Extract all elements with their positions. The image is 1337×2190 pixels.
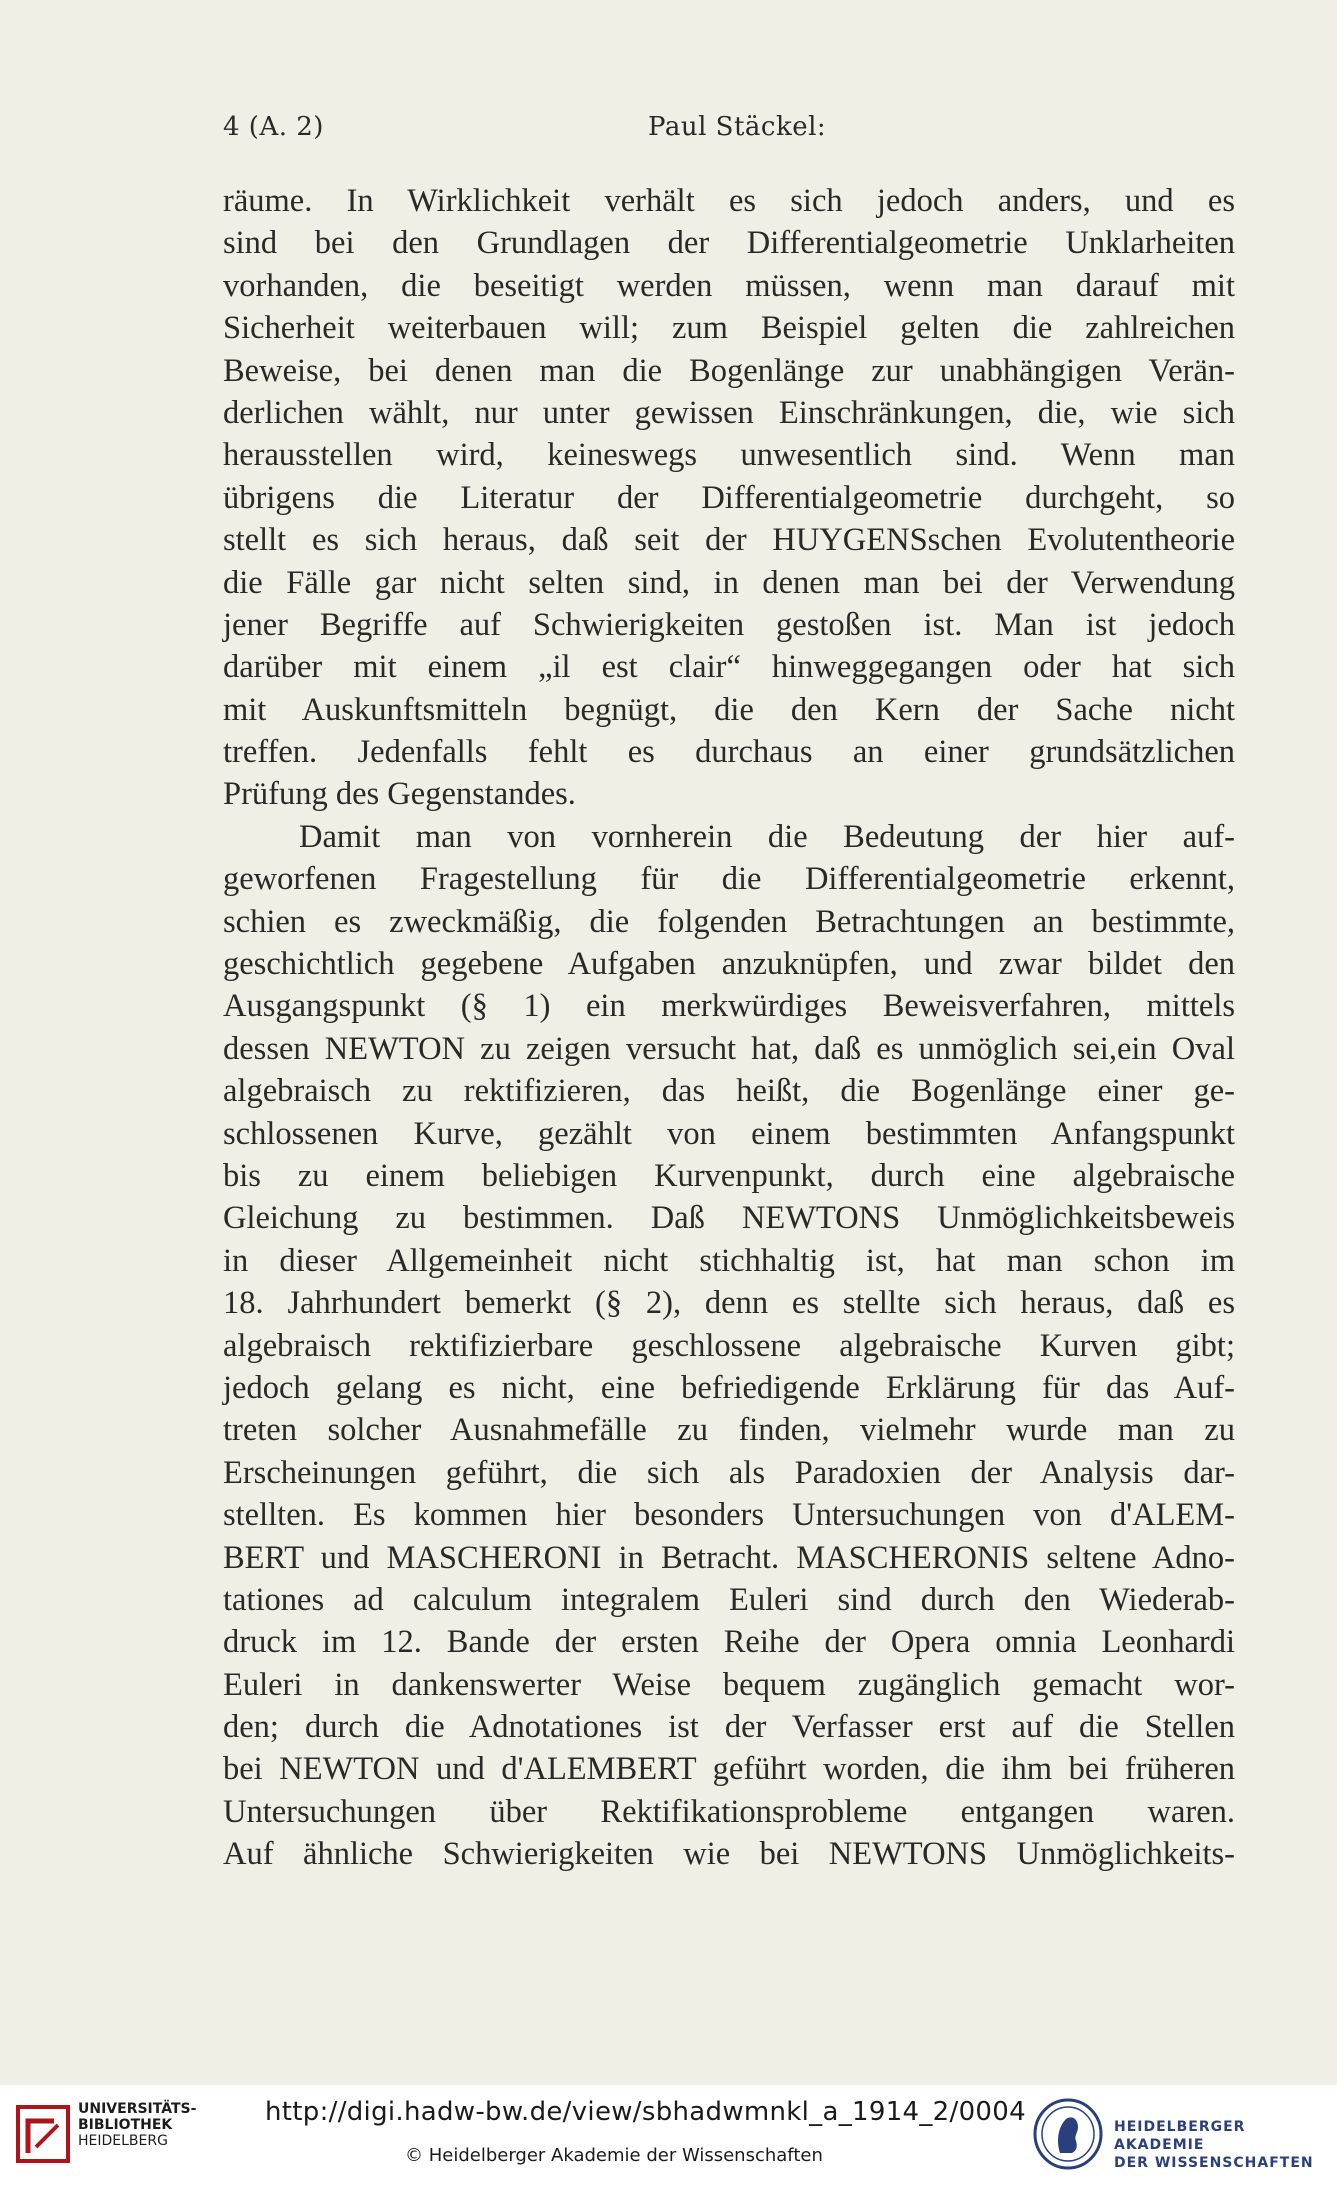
academy-name (1114, 2118, 1337, 2172)
text-line: treffen. Jedenfalls fehlt es durchaus an einer grundsätzlichen (223, 734, 1235, 771)
university-library-logo-icon (14, 2103, 72, 2165)
running-head-author: Paul Stäckel: (648, 112, 827, 142)
academy-name-line: HEIDELBERGER AKADEMIE (1114, 2119, 1246, 2153)
text-line: schien es zweckmäßig, die folgenden Betrachtungen an bestimmte, (223, 903, 1235, 940)
library-name-line: BIBLIOTHEK (78, 2117, 173, 2133)
text-line: Erscheinungen geführt, die sich als Paradoxien der Analysis dar- (223, 1454, 1235, 1491)
text-line: herausstellen wird, keineswegs unwesentlich sind. Wenn man (223, 437, 1235, 474)
page-header (223, 112, 1235, 152)
text-line: dessen NEWTON zu zeigen versucht hat, daß es unmöglich sei,ein Oval (223, 1030, 1235, 1067)
text-line: räume. In Wirklichkeit verhält es sich jedoch anders, und es (223, 183, 1235, 219)
viewer-footer (0, 2085, 1337, 2190)
text-line: 18. Jahrhundert bemerkt (§ 2), denn es stellte sich heraus, daß es (223, 1285, 1235, 1322)
text-line: Sicherheit weiterbauen will; zum Beispiel gelten die zahlreichen (223, 310, 1235, 347)
text-line: druck im 12. Bande der ersten Reihe der Opera omnia Leonhardi (223, 1624, 1235, 1661)
copyright-notice: © Heidelberger Akademie der Wissenschaften (405, 2145, 823, 2166)
text-line: jener Begriffe auf Schwierigkeiten gestoßen ist. Man ist jedoch (223, 606, 1235, 643)
academy-name-line: DER WISSENSCHAFTEN (1114, 2155, 1314, 2171)
text-line: übrigens die Literatur der Differentialgeometrie durchgeht, so (223, 479, 1235, 516)
text-line: derlichen wählt, nur unter gewissen Einschränkungen, die, wie sich (223, 394, 1235, 431)
text-line: jedoch gelang es nicht, eine befriedigende Erklärung für das Auf- (223, 1369, 1235, 1406)
text-line: BERT und MASCHERONI in Betracht. MASCHERONIS seltene Adno- (223, 1539, 1235, 1576)
academy-seal-icon (1032, 2097, 1104, 2171)
library-name-line: HEIDELBERG (78, 2133, 168, 2149)
library-name-line: UNIVERSITÄTS- (78, 2101, 197, 2117)
text-line: stellten. Es kommen hier besonders Untersuchungen von d'ALEM- (223, 1497, 1235, 1534)
text-line: sind bei den Grundlagen der Differentialgeometrie Unklarheiten (223, 225, 1235, 262)
text-line: vorhanden, die beseitigt werden müssen, wenn man darauf mit (223, 267, 1235, 304)
text-line: bis zu einem beliebigen Kurvenpunkt, durch eine algebraische (223, 1157, 1235, 1194)
text-line: algebraisch zu rektifizieren, das heißt, die Bogenlänge einer ge- (223, 1073, 1235, 1110)
text-line: mit Auskunftsmitteln begnügt, die den Kern der Sache nicht (223, 691, 1235, 728)
text-line: Euleri in dankenswerter Weise bequem zugänglich gemacht wor- (223, 1666, 1235, 1703)
text-line: Ausgangspunkt (§ 1) ein merkwürdiges Beweisverfahren, mittels (223, 988, 1235, 1025)
text-line: tationes ad calculum integralem Euleri sind durch den Wiederab- (223, 1581, 1235, 1618)
text-line: geschichtlich gegebene Aufgaben anzuknüpfen, und zwar bildet den (223, 946, 1235, 983)
text-line: schlossenen Kurve, gezählt von einem bestimmten Anfangspunkt (223, 1115, 1235, 1152)
text-line: Prüfung des Gegenstandes. (223, 776, 576, 813)
text-line: treten solcher Ausnahmefälle zu finden, vielmehr wurde man zu (223, 1412, 1235, 1449)
text-line: algebraisch rektifizierbare geschlossene algebraische Kurven gibt; (223, 1327, 1235, 1364)
text-line: Auf ähnliche Schwierigkeiten wie bei NEWTONS Unmöglichkeits- (223, 1836, 1235, 1873)
text-line: die Fälle gar nicht selten sind, in denen man bei der Verwendung (223, 564, 1235, 601)
text-line: Untersuchungen über Rektifikationsprobleme entgangen waren. (223, 1793, 1235, 1830)
text-line: stellt es sich heraus, daß seit der HUYGENSschen Evolutentheorie (223, 522, 1235, 559)
permalink-url[interactable]: http://digi.hadw-bw.de/view/sbhadwmnkl_a_1914_2/0004 (265, 2097, 1026, 2127)
text-line: geworfenen Fragestellung für die Differentialgeometrie erkennt, (223, 861, 1235, 898)
text-line: bei NEWTON und d'ALEMBERT geführt worden, die ihm bei früheren (223, 1751, 1235, 1788)
text-line: in dieser Allgemeinheit nicht stichhaltig ist, hat man schon im (223, 1242, 1235, 1279)
text-line: den; durch die Adnotationes ist der Verfasser erst auf die Stellen (223, 1709, 1235, 1746)
text-line: Beweise, bei denen man die Bogenlänge zur unabhängigen Verän- (223, 352, 1235, 389)
body-text (223, 180, 1235, 1876)
text-line: darüber mit einem „il est clair“ hinweggegangen oder hat sich (223, 649, 1235, 686)
text-line: Gleichung zu bestimmen. Daß NEWTONS Unmöglichkeitsbeweis (223, 1200, 1235, 1237)
page-reference: 4 (A. 2) (223, 112, 324, 142)
university-library-name (78, 2101, 196, 2149)
text-line: Damit man von vornherein die Bedeutung der hier auf- (299, 818, 1235, 855)
